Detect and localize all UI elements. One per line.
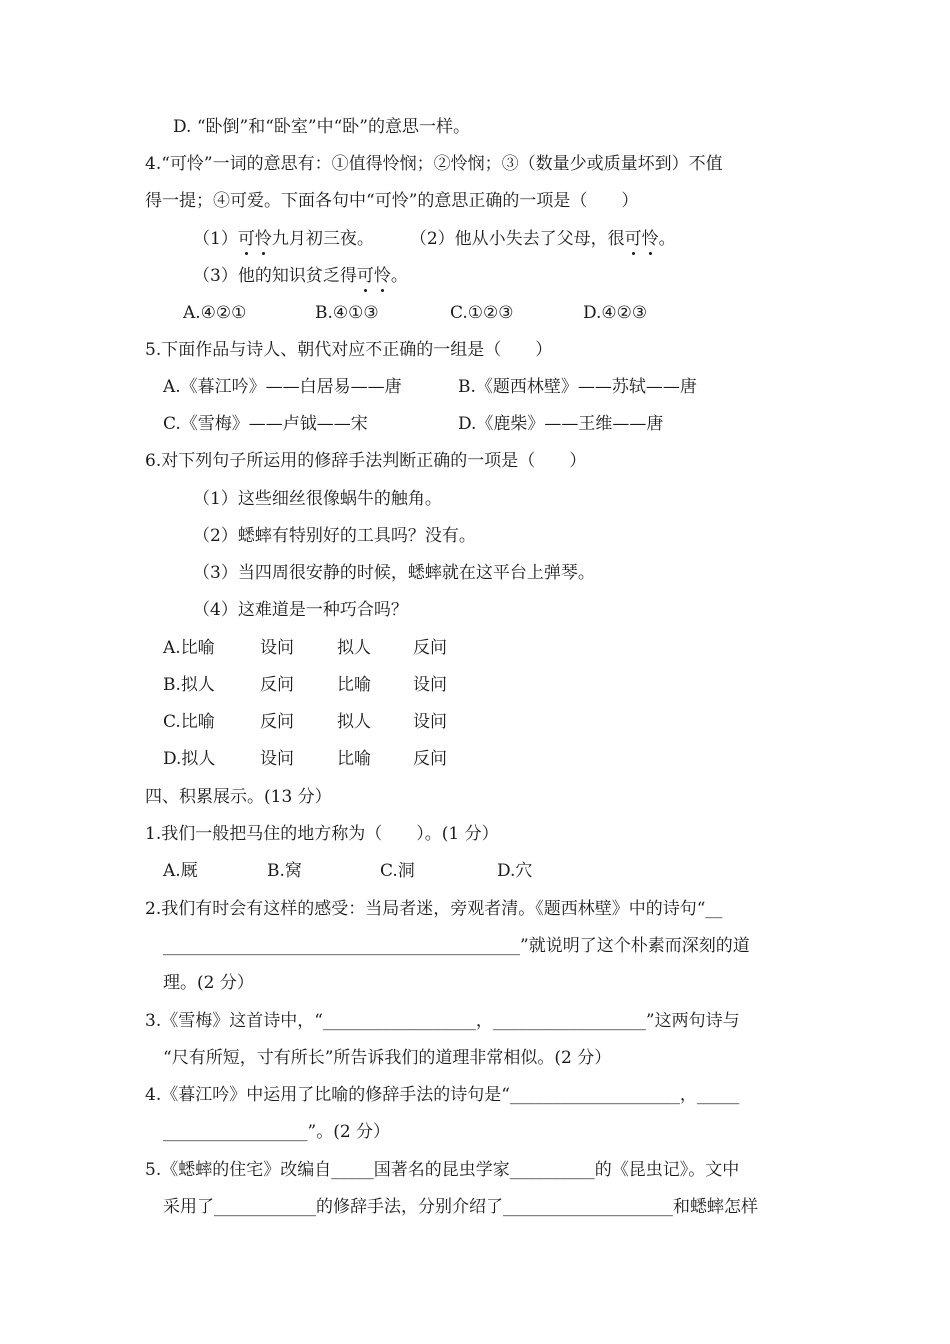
- q4-stem-line2: 得一提；④可爱。下面各句中“可怜”的意思正确的一项是（ ）: [145, 191, 639, 211]
- q4-option[interactable]: B.④①③: [315, 303, 379, 323]
- p3-line2: “尺有所短，寸有所长”所告诉我们的道理非常相似。(2 分）: [163, 1048, 612, 1068]
- p1-stem: 1.我们一般把马住的地方称为（ ）。(1 分）: [145, 824, 499, 844]
- p2-line2[interactable]: __________________________________________”就说明了这个朴素而深刻的道: [163, 936, 750, 956]
- p1-option[interactable]: D.穴: [497, 861, 533, 881]
- p2-line1: 2.我们有时会有这样的感受：当局者迷，旁观者清。《题西林壁》中的诗句“__: [145, 899, 723, 919]
- p5-line2[interactable]: 采用了____________的修辞手法，分别介绍了____________________和蟋蟀怎样: [163, 1197, 758, 1217]
- section-4-heading: 四、积累展示。(13 分）: [145, 787, 332, 807]
- p5-line1[interactable]: 5.《蟋蟀的住宅》改编自_____国著名的昆虫学家__________的《昆虫记》。文中: [145, 1160, 740, 1180]
- p4-line2[interactable]: _________________”。(2 分）: [163, 1122, 391, 1142]
- q6-sentence-4: （4）这难道是一种巧合吗？: [193, 600, 408, 620]
- q3-option-d: D. “卧倒”和“卧室”中“卧”的意思一样。: [173, 117, 470, 137]
- p1-option[interactable]: C.洞: [380, 861, 415, 881]
- q5-option-a[interactable]: A.《暮江吟》——白居易——唐: [163, 377, 402, 397]
- p1-option[interactable]: B.窝: [267, 861, 302, 881]
- q6-sentence-1: （1）这些细丝很像蜗牛的触角。: [193, 489, 442, 509]
- q5-option-b[interactable]: B.《题西林壁》——苏轼——唐: [458, 377, 697, 397]
- dotted-word: 可怜: [237, 229, 272, 249]
- p1-option[interactable]: A.厩: [163, 861, 198, 881]
- q4-stem-line1: 4.“可怜”一词的意思有：①值得怜悯；②怜悯；③（数量少或质量坏到）不值: [145, 154, 723, 174]
- q4-option[interactable]: D.④②③: [583, 303, 648, 323]
- p4-line1[interactable]: 4.《暮江吟》中运用了比喻的修辞手法的诗句是“____________________，_____: [145, 1085, 740, 1105]
- q6-sentence-2: （2）蟋蟀有特别好的工具吗？没有。: [193, 526, 476, 546]
- q4-option[interactable]: C.①②③: [450, 303, 514, 323]
- dotted-word: 可怜: [624, 229, 659, 249]
- q5-option-c[interactable]: C.《雪梅》——卢钺——宋: [163, 414, 368, 434]
- q6-sentence-3: （3）当四周很安静的时候，蟋蟀就在这平台上弹琴。: [193, 563, 595, 583]
- q5-option-d[interactable]: D.《鹿柴》——王维——唐: [458, 414, 664, 434]
- dotted-word: 可怜: [356, 266, 391, 286]
- exam-page: D. “卧倒”和“卧室”中“卧”的意思一样。 4.“可怜”一词的意思有：①值得怜悯；②怜悯；③（数量少或质量坏到）不值 得一提；④可爱。下面各句中“可怜”的意思正确的一项是（ ） （1）可怜九月初三夜。 （2）他从小失去了父母，很可怜。 （3）他的知识贫乏得可怜。 A.④②① B.④①③ C.①②③ D.④②③ 5.下面作品与诗人、朝代对应不正确的一组是（ ） A.《暮江吟》——白居易——唐 B.《题西林壁》——苏轼——唐 C.《雪梅》——卢钺——宋 D.《鹿柴》——王维——唐 6.对下列句子所运用的修辞手法判断正确的一项是（ ） （1）这些细丝很像蜗牛的触角。 （2）蟋蟀有特别好的工具吗？没有。 （3）当四周很安静的时候，蟋蟀就在这平台上弹琴。 （4）这难道是一种巧合吗？ A.比喻 设问 拟人 反问 B.拟人 反问 比喻 设问 C.比喻 反问 拟人 设问 D.拟人 设问 比喻 反问 四、积累展示。(13 分） 1.我们一般把马住的地方称为（ ）。(1 分） A.厩 B.窝 C.洞 D.穴 2.我们有时会有这样的感受：当局者迷，旁观者清。《题西林壁》中的诗句“__ __________________________________________”就说明了这个朴素而深刻的道 理。(2 分） 3.《雪梅》这首诗中，“__________________，__________________”这两句诗与 “尺有所短，寸有所长”所告诉我们的道理非常相似。(2 分） 4.《暮江吟》中运用了比喻的修辞手法的诗句是“____________________，_____ _________________”。(2 分） 5.《蟋蟀的住宅》改编自_____国著名的昆虫学家__________的《昆虫记》。文中 采用了____________的修辞手法，分别介绍了____________________和蟋蟀怎样: [145, 117, 758, 1217]
- q4-option[interactable]: A.④②①: [183, 303, 247, 323]
- q4-sentence-3: （3）他的知识贫乏得可怜。: [193, 266, 408, 286]
- p3-line1[interactable]: 3.《雪梅》这首诗中，“__________________，__________________”这两句诗与: [145, 1011, 740, 1031]
- q5-stem: 5.下面作品与诗人、朝代对应不正确的一组是（ ）: [145, 340, 553, 360]
- p2-line3: 理。(2 分）: [163, 973, 254, 993]
- q4-sentence-1-and-2: （1）可怜九月初三夜。 （2）他从小失去了父母，很可怜。: [193, 229, 676, 249]
- q6-stem: 6.对下列句子所运用的修辞手法判断正确的一项是（ ）: [145, 451, 587, 471]
